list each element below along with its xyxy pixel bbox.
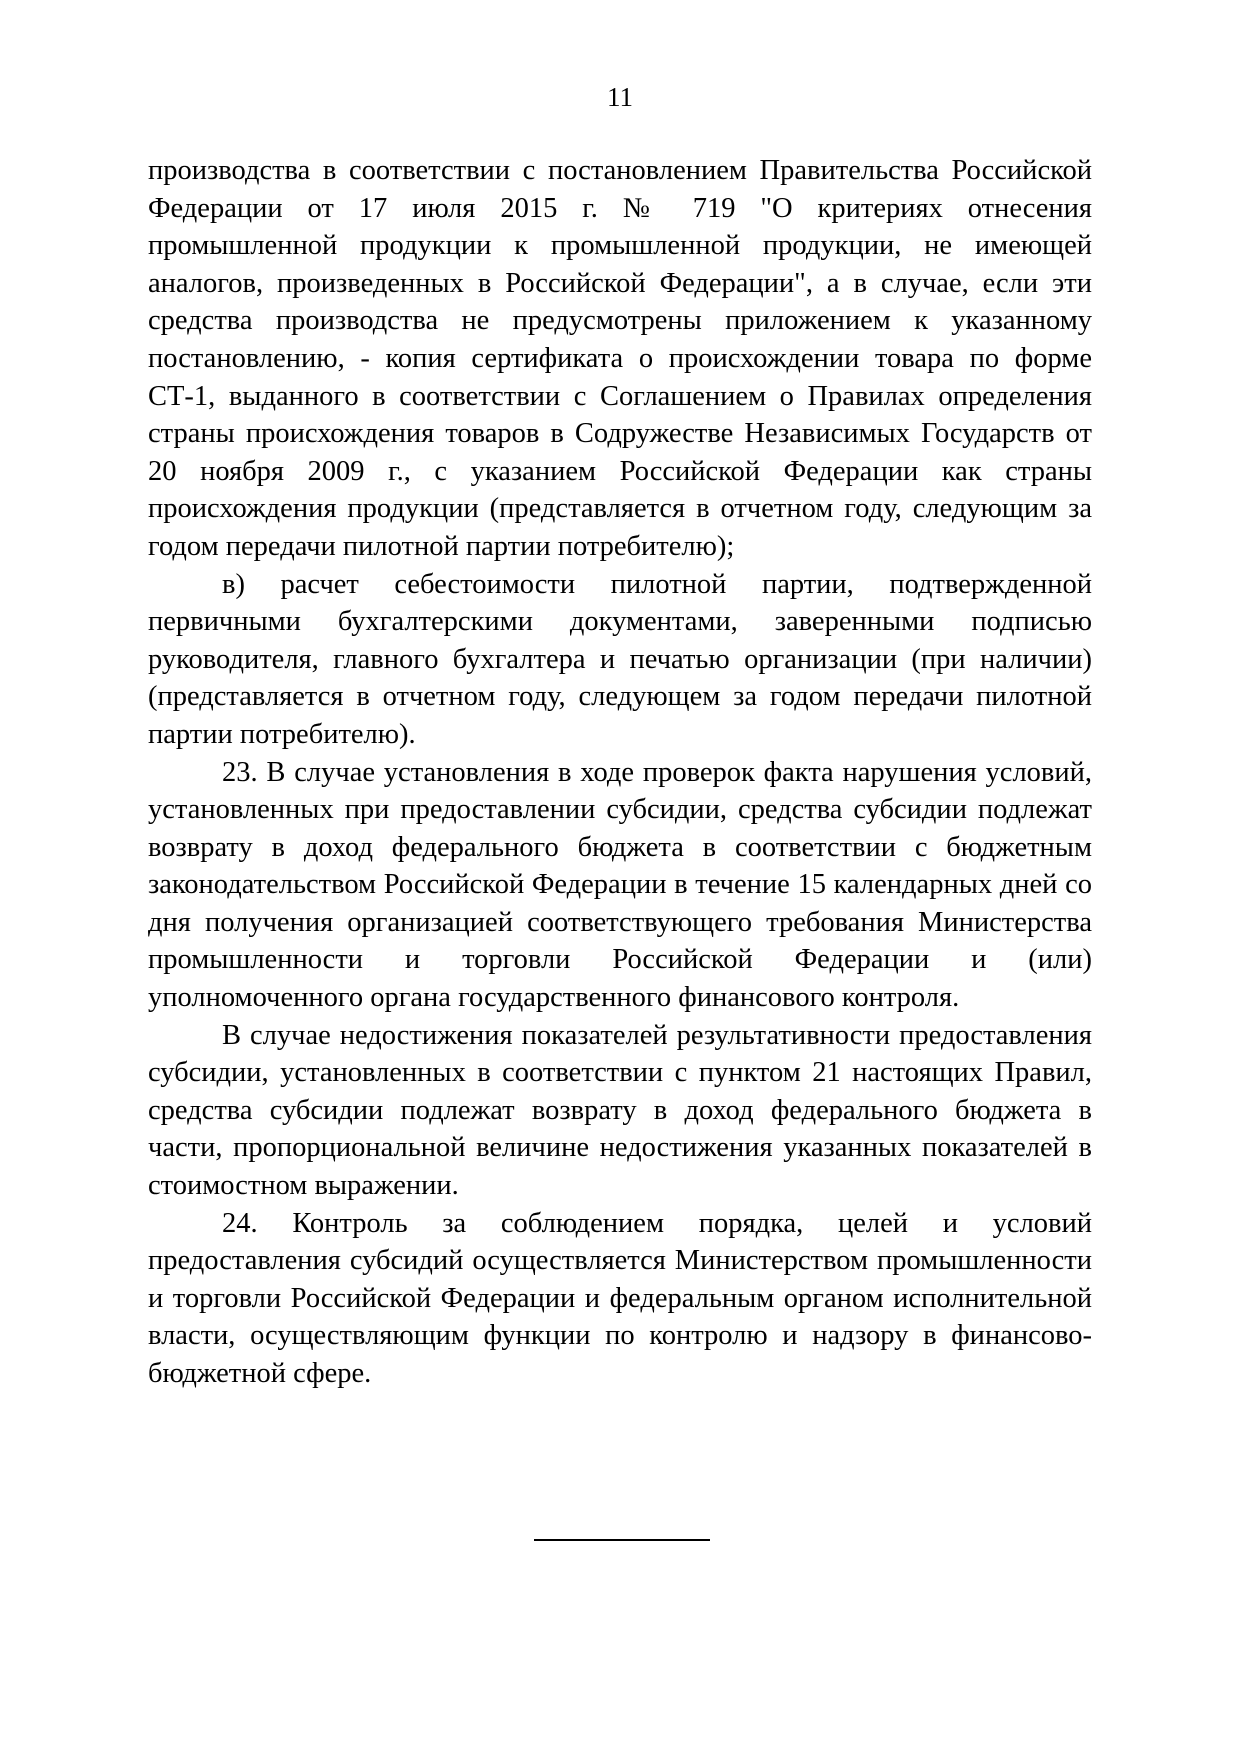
paragraph-continuation: производства в соответствии с постановлением Правительства Российской Федерации от 17 июля 2015 г. № 719 "О критериях отнесения промышленной продукции к промышленной продукции, не имеющей аналогов, произведенных в Российской Федерации", а в случае, если эти средства производства не предусмотрены приложением к указанному постановлению, - копия сертификата о происхождении товара по форме СТ-1, выданного в соответствии с Соглашением о Правилах определения страны происхождения товаров в Содружестве Независимых Государств от 20 ноября 2009 г., с указанием Российской Федерации как страны происхождения продукции (представляется в отчетном году, следующим за годом передачи пилотной партии потребителю); [148, 155, 1092, 562]
paragraph-clause-23-continued: В случае недостижения показателей результативности предоставления субсидии, установленных в соответствии с пунктом 21 настоящих Правил, средства субсидии подлежат возврату в доход федерального бюджета в части, пропорциональной величине недостижения указанных показателей в стоимостном выражении. [148, 1019, 1092, 1202]
end-of-document-rule [534, 1539, 710, 1541]
page-number: 11 [607, 82, 633, 112]
document-body [148, 152, 1092, 1393]
paragraph-clause-24: 24. Контроль за соблюдением порядка, целей и условий предоставления субсидий осуществляется Министерством промышленности и торговли Российской Федерации и федеральным органом исполнительной власти, осуществляющим функции по контролю и надзору в финансово-бюджетной сфере. [148, 1207, 1092, 1389]
paragraph-item-v: в) расчет себестоимости пилотной партии, подтвержденной первичными бухгалтерскими документами, заверенными подписью руководителя, главного бухгалтера и печатью организации (при наличии) (представляется в отчетном году, следующем за годом передачи пилотной партии потребителю). [148, 568, 1092, 750]
paragraph-clause-23: 23. В случае установления в ходе проверок факта нарушения условий, установленных при предоставлении субсидии, средства субсидии подлежат возврату в доход федерального бюджета в соответствии с бюджетным законодательством Российской Федерации в течение 15 календарных дней со дня получения организацией соответствующего требования Министерства промышленности и торговли Российской Федерации и (или) уполномоченного органа государственного финансового контроля. [148, 756, 1092, 1014]
